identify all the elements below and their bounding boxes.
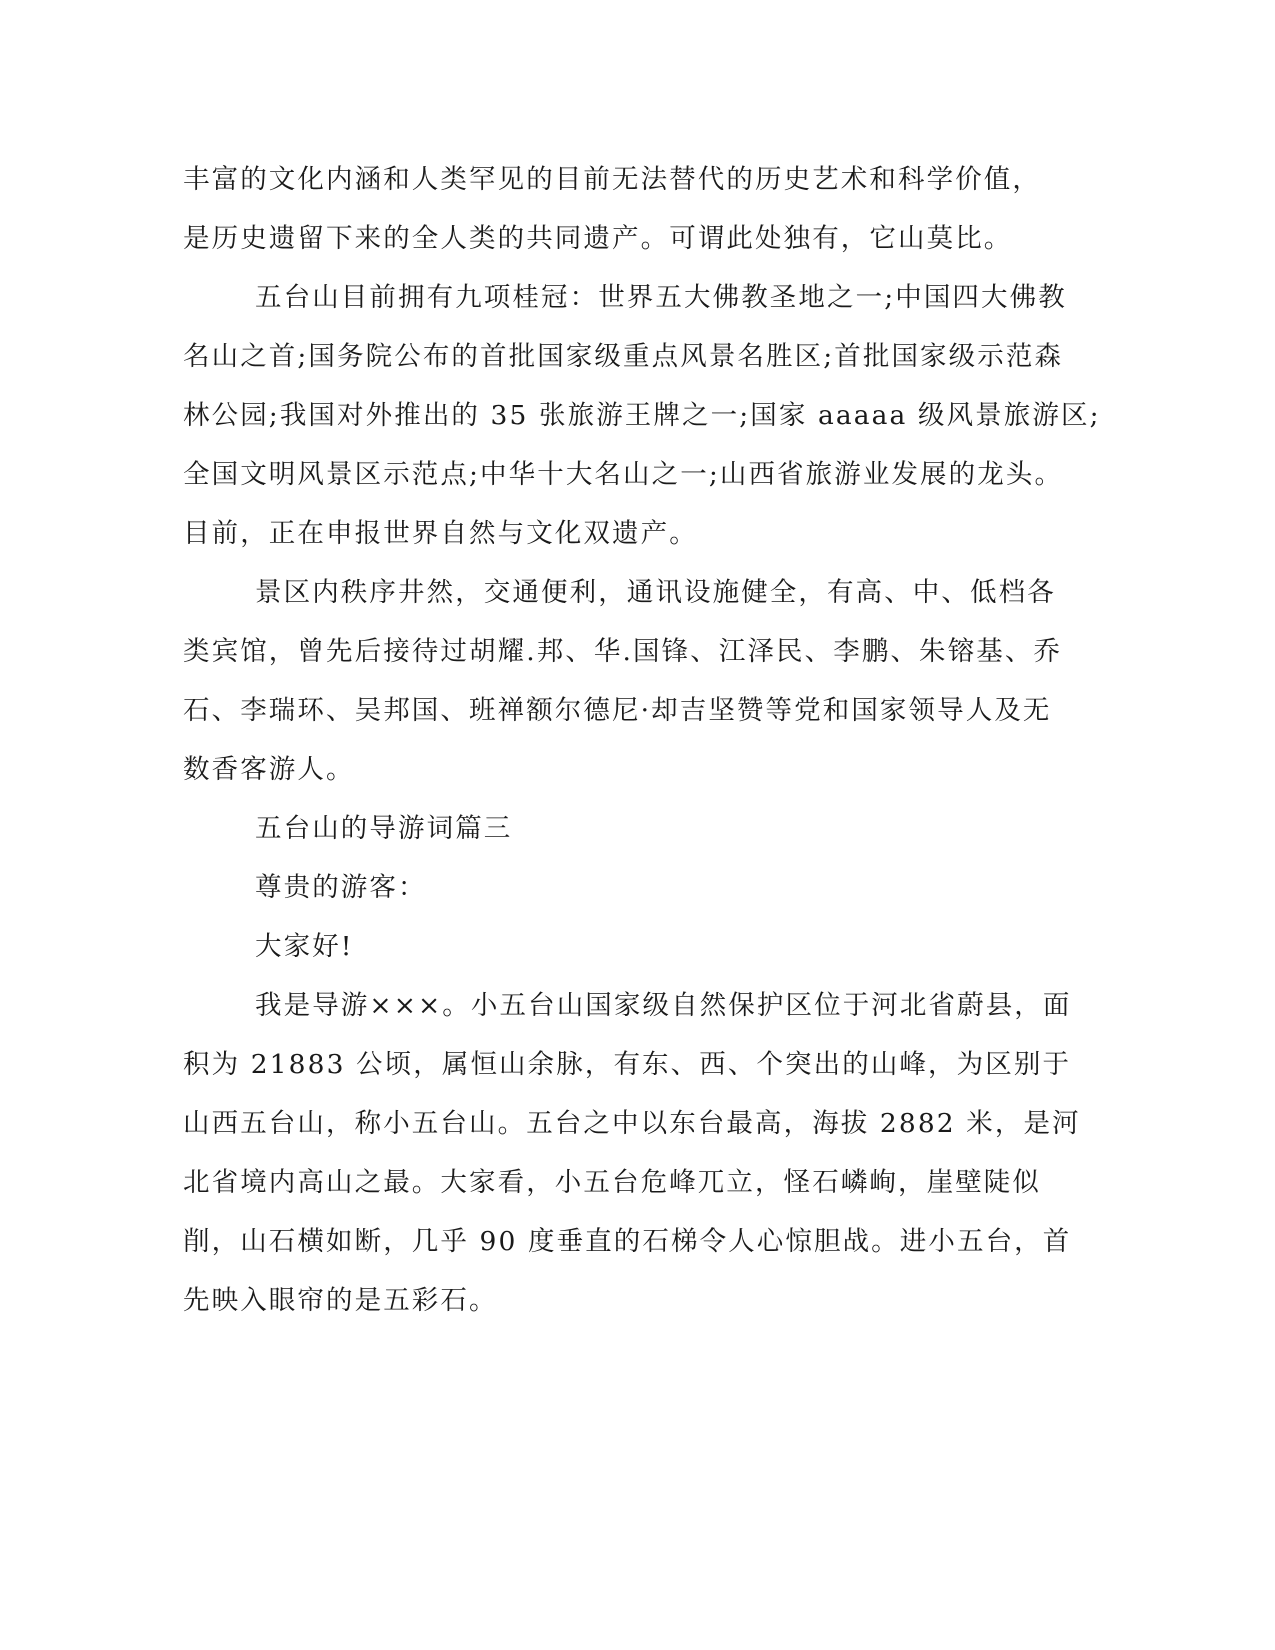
text-line: 林公园;我国对外推出的 35 张旅游王牌之一;国家 aaaaa 级风景旅游区; xyxy=(183,400,1101,431)
text-line: 名山之首;国务院公布的首批国家级重点风景名胜区;首批国家级示范森 xyxy=(183,341,1064,372)
paragraph-start-line: 景区内秩序井然，交通便利，通讯设施健全，有高、中、低档各 xyxy=(255,577,1056,608)
text-line: 目前，正在申报世界自然与文化双遗产。 xyxy=(183,518,698,549)
text-line: 北省境内高山之最。大家看，小五台危峰兀立，怪石嶙峋，崖壁陡似 xyxy=(183,1167,1041,1198)
text-line: 石、李瑞环、吴邦国、班禅额尔德尼·却吉坚赞等党和国家领导人及无 xyxy=(183,695,1052,726)
text-line: 丰富的文化内涵和人类罕见的目前无法替代的历史艺术和科学价值， xyxy=(183,164,1041,195)
greeting-line: 大家好! xyxy=(255,931,354,962)
text-line: 全国文明风景区示范点;中华十大名山之一;山西省旅游业发展的龙头。 xyxy=(183,459,1064,490)
text-line: 山西五台山，称小五台山。五台之中以东台最高，海拔 2882 米，是河 xyxy=(183,1108,1081,1139)
paragraph-start-line: 五台山目前拥有九项桂冠：世界五大佛教圣地之一;中国四大佛教 xyxy=(255,282,1067,313)
text-line: 削，山石横如断，几乎 90 度垂直的石梯令人心惊胆战。进小五台，首 xyxy=(183,1226,1072,1257)
text-line: 先映入眼帘的是五彩石。 xyxy=(183,1285,498,1316)
text-line: 数香客游人。 xyxy=(183,754,355,785)
text-line: 积为 21883 公顷，属恒山余脉，有东、西、个突出的山峰，为区别于 xyxy=(183,1049,1072,1080)
section-heading: 五台山的导游词篇三 xyxy=(255,813,513,844)
salutation-line: 尊贵的游客： xyxy=(255,872,427,903)
text-line: 是历史遗留下来的全人类的共同遗产。可谓此处独有，它山莫比。 xyxy=(183,223,1013,254)
paragraph-start-line: 我是导游×××。小五台山国家级自然保护区位于河北省蔚县，面 xyxy=(255,990,1072,1021)
text-line: 类宾馆，曾先后接待过胡耀.邦、华.国锋、江泽民、李鹏、朱镕基、乔 xyxy=(183,636,1063,667)
